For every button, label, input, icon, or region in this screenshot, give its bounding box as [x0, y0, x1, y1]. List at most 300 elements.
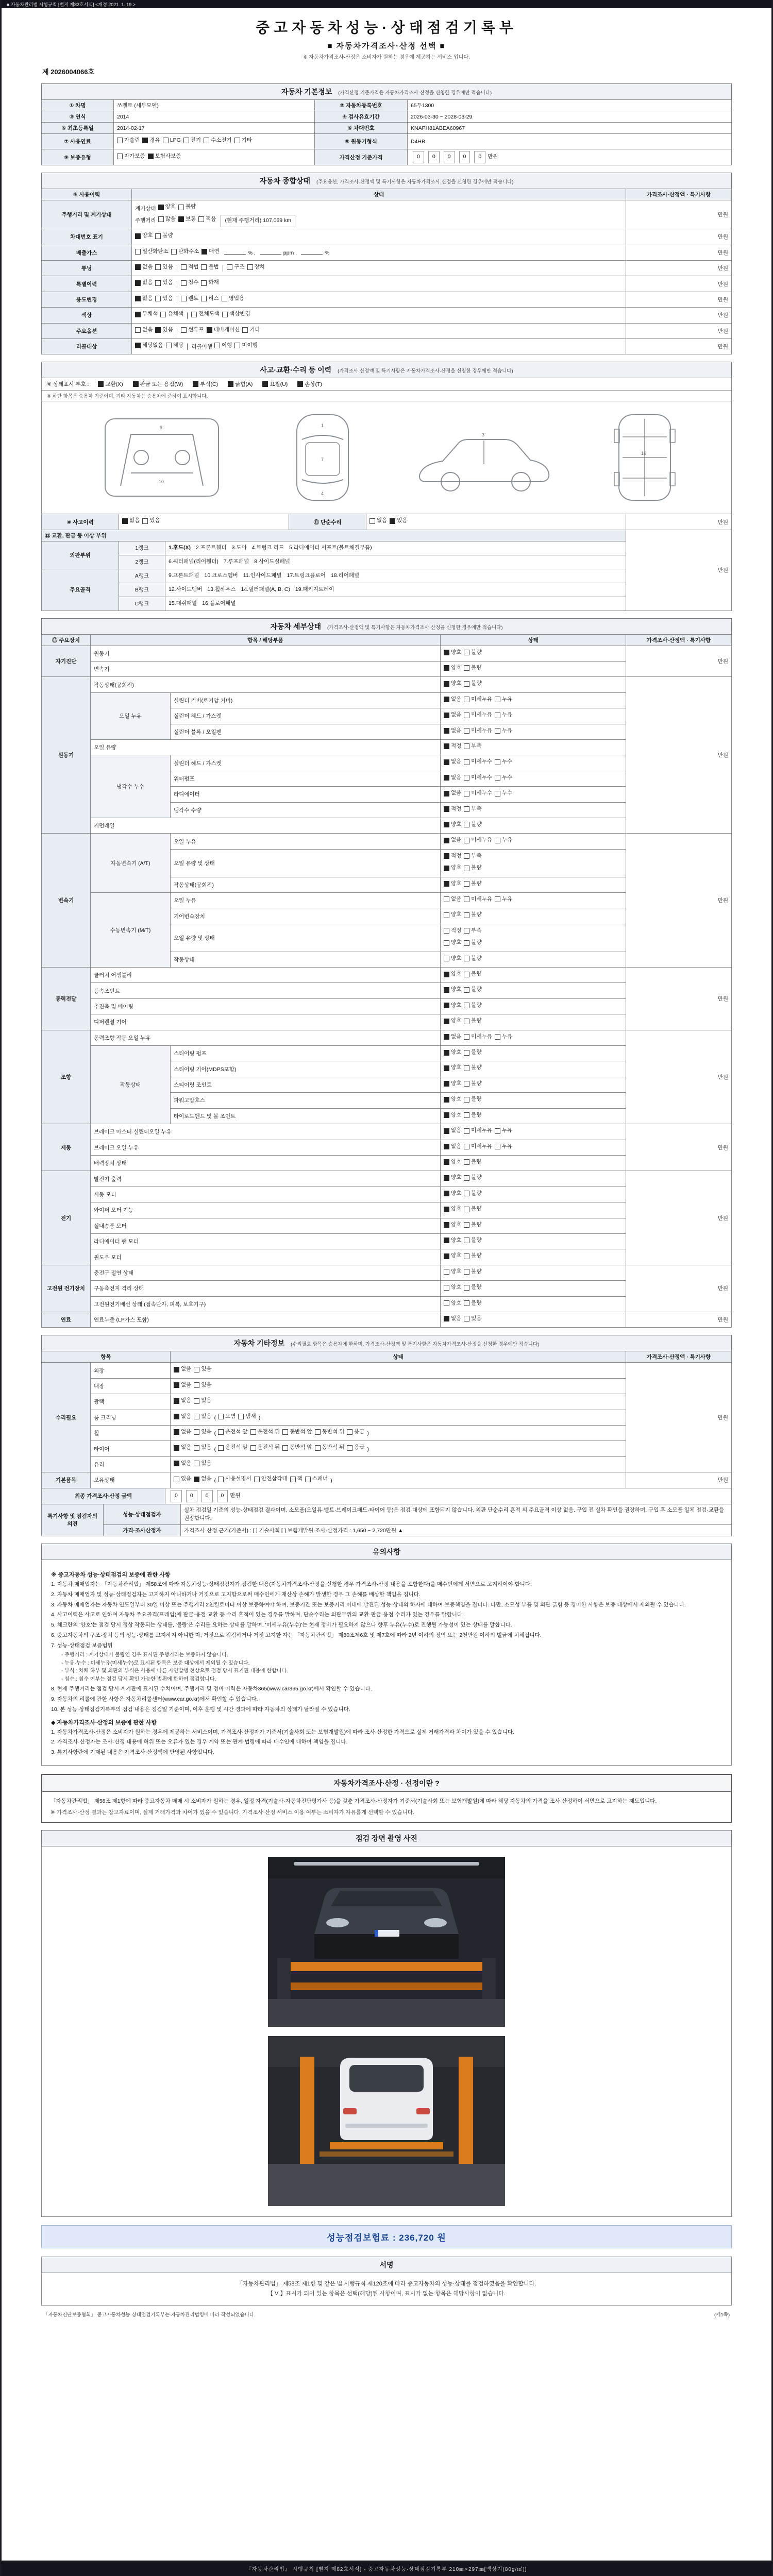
checkbox-양호[interactable] — [444, 1063, 461, 1073]
checkbox-잭[interactable] — [290, 1474, 303, 1484]
checkbox-box-icon — [181, 296, 187, 301]
checkbox-미세누유[interactable] — [464, 835, 492, 845]
blank-write-in-field[interactable] — [260, 248, 281, 255]
checkbox-양호[interactable] — [444, 1047, 461, 1058]
checkbox-부족[interactable] — [464, 926, 481, 936]
checkbox-없음[interactable] — [444, 757, 461, 767]
checkbox-미세누수[interactable] — [464, 757, 492, 767]
checkbox-색상변경[interactable] — [222, 309, 250, 319]
checkbox-불량[interactable] — [464, 1189, 481, 1199]
checkbox-손상(T)[interactable] — [297, 380, 322, 388]
group-header: 원동기 — [42, 677, 91, 834]
checkbox-적정[interactable] — [444, 741, 461, 752]
field-value-base-price — [408, 149, 732, 165]
checkbox-box-icon — [464, 838, 469, 843]
checkbox-미세누유[interactable] — [464, 726, 492, 736]
checkbox-불량[interactable] — [464, 1047, 481, 1058]
checkbox-안전삼각대[interactable] — [254, 1474, 288, 1484]
checkbox-미세누유[interactable] — [464, 1032, 492, 1042]
checkbox-누유[interactable] — [495, 710, 512, 720]
checkbox-없음[interactable] — [444, 1142, 461, 1152]
checkbox-label: 양호 — [451, 649, 462, 655]
state-cell — [441, 1218, 626, 1233]
checkbox-label: 동반석 뒤 — [322, 1429, 345, 1435]
checkbox-box-icon — [234, 343, 240, 348]
checkbox-불량[interactable] — [464, 1001, 481, 1011]
checkbox-없음[interactable] — [194, 1474, 211, 1484]
item-label: 스티어링 기어(MDPS포함) — [171, 1061, 441, 1077]
checkbox-양호[interactable] — [135, 231, 153, 241]
checkbox-box-icon — [464, 853, 469, 859]
checkbox-매연[interactable] — [201, 247, 219, 257]
checkbox-box-icon — [495, 728, 500, 734]
checkbox-교환(X)[interactable] — [98, 380, 123, 388]
checkbox-없음[interactable] — [135, 294, 153, 304]
checkbox-운전석 앞[interactable] — [218, 1427, 248, 1437]
checkbox-양호[interactable] — [444, 1220, 461, 1230]
checkbox-있음[interactable] — [155, 262, 173, 273]
checkbox-label: 부족 — [471, 852, 482, 859]
checkbox-label: 양호 — [451, 1158, 462, 1165]
checkbox-미이행[interactable] — [234, 341, 257, 351]
checkbox-불량[interactable] — [464, 679, 481, 689]
checkbox-불량[interactable] — [464, 954, 481, 964]
checkbox-label: 미이행 — [242, 342, 258, 348]
checkbox-미세누유[interactable] — [464, 1126, 492, 1136]
checkbox-없음[interactable] — [174, 1427, 191, 1437]
checkbox-무채색[interactable] — [135, 309, 158, 319]
checkbox-box-icon — [444, 928, 449, 934]
checkbox-label: 불량 — [185, 204, 196, 210]
checkbox-있음[interactable] — [194, 1443, 211, 1453]
checkbox-불량[interactable] — [155, 231, 173, 241]
blank-write-in-field[interactable] — [224, 248, 246, 255]
checkbox-label: 불량 — [471, 1064, 482, 1071]
checkbox-양호[interactable] — [444, 1016, 461, 1026]
checkbox-네비게이션[interactable] — [207, 325, 240, 335]
checkbox-양호[interactable] — [444, 969, 461, 979]
checkbox-요철(U)[interactable] — [262, 380, 288, 388]
checkbox-응급[interactable] — [347, 1443, 364, 1453]
section-note-detail: (가격조사·산정액 및 특기사항은 자동차가격조사·산정을 신청한 경우에만 적습니다) — [327, 624, 503, 631]
body-part-item: 19.패키지트레이 — [295, 586, 334, 592]
checkbox-box-icon — [444, 759, 449, 765]
checkbox-불량[interactable] — [464, 1298, 481, 1309]
checkbox-전체도색[interactable] — [191, 309, 220, 319]
checkbox-구조[interactable] — [227, 262, 244, 273]
checkbox-가솔린[interactable] — [117, 135, 140, 146]
checkbox-경유[interactable] — [142, 135, 160, 146]
checkbox-box-icon — [297, 381, 303, 387]
checkbox-양호[interactable] — [444, 879, 461, 889]
checkbox-box-icon — [234, 138, 240, 143]
checkbox-불량[interactable] — [464, 969, 481, 979]
item-label: 시동 모터 — [91, 1187, 441, 1202]
checkbox-없음[interactable] — [444, 894, 461, 905]
checkbox-운전석 뒤[interactable] — [250, 1427, 280, 1437]
inspector-opinion-table — [41, 1504, 732, 1537]
item-label: 보유상태 — [91, 1472, 171, 1488]
checkbox-누유[interactable] — [495, 726, 512, 736]
checkbox-적음[interactable] — [198, 214, 216, 225]
checkbox-운전석 뒤[interactable] — [250, 1443, 280, 1453]
checkbox-label: 누유 — [501, 1033, 513, 1040]
checkbox-label: 무채색 — [142, 311, 158, 317]
price-cell: 만원 — [626, 646, 732, 677]
checkbox-양호[interactable] — [444, 1282, 461, 1293]
checkbox-장치[interactable] — [247, 262, 265, 273]
checkbox-침수[interactable] — [181, 278, 198, 288]
table-row — [42, 200, 732, 229]
checkbox-양호[interactable] — [444, 1079, 461, 1089]
checkbox-양호[interactable] — [444, 1173, 461, 1183]
checkbox-불량[interactable] — [464, 1282, 481, 1293]
checkbox-전기[interactable] — [183, 135, 201, 146]
field-value-warranty — [114, 149, 315, 165]
checkbox-box-icon — [178, 205, 184, 210]
category-header: 작동상태 — [91, 1046, 171, 1124]
checkbox-없음[interactable] — [444, 773, 461, 783]
detail-condition-section — [41, 618, 732, 1328]
checkbox-있음[interactable] — [174, 1474, 191, 1484]
checkbox-label: 불량 — [471, 1018, 482, 1024]
checkbox-양호[interactable] — [158, 202, 176, 212]
checkbox-미세누수[interactable] — [464, 773, 492, 783]
checkbox-동반석 뒤[interactable] — [315, 1443, 345, 1453]
checkbox-양호[interactable] — [444, 820, 461, 830]
item-label: 구동축전지 격리 상태 — [91, 1281, 441, 1296]
price-cell: 만원 — [626, 292, 732, 307]
final-price-value — [165, 1488, 732, 1504]
checkbox-label: 누수 — [501, 790, 513, 796]
table-row — [42, 968, 732, 983]
checkbox-오염[interactable] — [218, 1412, 236, 1422]
item-label: 변속기 — [91, 661, 441, 676]
body-part-item: 14.필러패널(A, B, C) — [241, 586, 290, 592]
checkbox-box-icon — [155, 296, 161, 301]
checkbox-불량[interactable] — [464, 648, 481, 658]
blank-write-in-field[interactable] — [301, 248, 323, 255]
checkbox-불량[interactable] — [464, 1267, 481, 1277]
checkbox-부족[interactable] — [464, 804, 481, 815]
checkbox-box-icon — [158, 216, 164, 222]
checkbox-box-icon — [135, 327, 141, 333]
checkbox-사용설명서[interactable] — [218, 1474, 251, 1484]
checkbox-적법[interactable] — [181, 262, 198, 273]
checkbox-누유[interactable] — [495, 694, 512, 705]
checkbox-누수[interactable] — [495, 788, 512, 799]
checkbox-양호[interactable] — [444, 1189, 461, 1199]
checkbox-스패너[interactable] — [305, 1474, 328, 1484]
checkbox-양호[interactable] — [444, 863, 461, 873]
checkbox-label: 양호 — [451, 865, 462, 871]
checkbox-응급[interactable] — [347, 1427, 364, 1437]
checkbox-label: 불량 — [471, 1221, 482, 1228]
inline-label: │ — [175, 265, 179, 272]
checkbox-없음[interactable] — [174, 1396, 191, 1406]
checkbox-label: 없음 — [451, 774, 462, 781]
checkbox-동반석 앞[interactable] — [282, 1427, 312, 1437]
checkbox-label: 적법 — [188, 263, 199, 270]
checkbox-label: 누유 — [501, 837, 513, 843]
checkbox-누유[interactable] — [495, 1032, 512, 1042]
checkbox-없음[interactable] — [174, 1443, 191, 1453]
checkbox-양호[interactable] — [444, 679, 461, 689]
inline-label: 리콜이행 — [191, 344, 213, 350]
checkbox-부족[interactable] — [464, 741, 481, 752]
checkbox-양호[interactable] — [444, 663, 461, 673]
checkbox-있음[interactable] — [155, 294, 173, 304]
checkbox-없음[interactable] — [369, 516, 387, 526]
table-row — [42, 1363, 732, 1378]
state-cell — [441, 755, 626, 771]
checkbox-있음[interactable] — [464, 1314, 481, 1324]
checkbox-미세누수[interactable] — [464, 788, 492, 799]
checkbox-없음[interactable] — [444, 835, 461, 845]
checkbox-label: 응급 — [354, 1444, 365, 1451]
checkbox-보통[interactable] — [178, 214, 196, 225]
table-row — [42, 834, 732, 849]
checkbox-불량[interactable] — [464, 1110, 481, 1121]
checkbox-없음[interactable] — [135, 262, 153, 273]
checkbox-있음[interactable] — [390, 516, 407, 526]
checkbox-불량[interactable] — [464, 663, 481, 673]
checkbox-양호[interactable] — [444, 648, 461, 658]
checkbox-없음[interactable] — [444, 1032, 461, 1042]
checkbox-없음[interactable] — [174, 1459, 191, 1469]
checkbox-미세누유[interactable] — [464, 710, 492, 720]
checkbox-있음[interactable] — [155, 325, 173, 335]
checkbox-불량[interactable] — [464, 985, 481, 995]
notice-item: 5. 체크란의 '양호'는 점검 당시 정상 작동되는 상태를, '불량'은 수리를 요하는 상태를 말하며, '미세누유(누수)'는 현재 정비가 필요하지 않으나 향후 누유(누수)로 진행될 가능성이 있는 상태를 말합니다. — [51, 1622, 512, 1629]
checkbox-적정[interactable] — [444, 926, 461, 936]
checkbox-자가보증[interactable] — [117, 151, 145, 162]
checkbox-불량[interactable] — [464, 1235, 481, 1246]
checkbox-box-icon — [444, 956, 449, 961]
notice-item: 9. 자동차의 리콜에 관한 사항은 자동차리콜센터(www.car.go.kr)에서 확인할 수 있습니다. — [51, 1696, 258, 1703]
checkbox-탄화수소[interactable] — [171, 247, 199, 257]
checkbox-없음[interactable] — [444, 788, 461, 799]
checkbox-양호[interactable] — [444, 1267, 461, 1277]
checkbox-긁힘(A)[interactable] — [228, 380, 253, 388]
checkbox-있음[interactable] — [155, 278, 173, 288]
state-cell — [441, 1124, 626, 1140]
inline-label: ) — [367, 1430, 369, 1437]
checkbox-label: 없음 — [377, 517, 388, 524]
checkbox-양호[interactable] — [444, 1298, 461, 1309]
checkbox-box-icon — [464, 972, 469, 977]
checkbox-양호[interactable] — [444, 954, 461, 964]
checkbox-box-icon — [444, 743, 449, 749]
checkbox-없음[interactable] — [444, 1314, 461, 1324]
checkbox-불량[interactable] — [464, 1094, 481, 1105]
checkbox-기타[interactable] — [234, 135, 252, 146]
checkbox-양호[interactable] — [444, 1094, 461, 1105]
checkbox-유채색[interactable] — [160, 309, 183, 319]
rankC-parts — [165, 597, 626, 611]
checkbox-불량[interactable] — [178, 202, 196, 212]
checkbox-있음[interactable] — [194, 1396, 211, 1406]
checkbox-리스[interactable] — [201, 294, 219, 304]
checkbox-box-icon — [181, 327, 187, 333]
checkbox-양호[interactable] — [444, 1110, 461, 1121]
field-value-fuel — [114, 134, 315, 149]
checkbox-양호[interactable] — [444, 1157, 461, 1167]
checkbox-불량[interactable] — [464, 1016, 481, 1026]
checkbox-box-icon — [464, 881, 469, 887]
checkbox-부식(C)[interactable] — [193, 380, 218, 388]
checkbox-많음[interactable] — [158, 214, 176, 225]
checkbox-불량[interactable] — [464, 1063, 481, 1073]
checkbox-부족[interactable] — [464, 851, 481, 861]
checkbox-미세누유[interactable] — [464, 694, 492, 705]
checkbox-label: 요철(U) — [270, 381, 288, 388]
checkbox-box-icon — [218, 1445, 224, 1451]
checkbox-수소전기[interactable] — [204, 135, 232, 146]
checkbox-있음[interactable] — [194, 1459, 211, 1469]
inline-label: % , — [247, 250, 256, 257]
checkbox-box-icon — [444, 1065, 449, 1071]
checkbox-누유[interactable] — [495, 894, 512, 905]
checkbox-미세누유[interactable] — [464, 1142, 492, 1152]
checkbox-없음[interactable] — [444, 1126, 461, 1136]
checkbox-보험사보증[interactable] — [148, 151, 181, 162]
checkbox-냄새[interactable] — [238, 1412, 256, 1422]
checkbox-없음[interactable] — [135, 278, 153, 288]
notice-item: 1. 자동차가격조사·산정은 소비자가 원하는 경우에 제공하는 서비스이며, 가격조사·산정자가 기준서(기술사회 또는 보험개발원)에 따라 조사·산정한 가격으로 실제 거래가격과 차이가 있을 수 있습니다. — [51, 1728, 514, 1735]
checkbox-기타[interactable] — [242, 325, 260, 335]
checkbox-없음[interactable] — [444, 710, 461, 720]
group-header: 동력전달 — [42, 968, 91, 1030]
checkbox-불량[interactable] — [464, 1220, 481, 1230]
checkbox-양호[interactable] — [444, 938, 461, 948]
checkbox-label: 적정 — [451, 927, 462, 934]
item-label: 배력장치 상태 — [91, 1155, 441, 1171]
checkbox-해당없음[interactable] — [135, 341, 163, 351]
checkbox-이행[interactable] — [214, 341, 232, 351]
item-label: 작동상태 — [171, 952, 441, 967]
value-box: 0 — [186, 1490, 197, 1502]
row-label: 주행거리 및 계기상태 — [42, 200, 132, 229]
checkbox-불량[interactable] — [464, 820, 481, 830]
checkbox-없음[interactable] — [174, 1380, 191, 1391]
checkbox-불량[interactable] — [464, 863, 481, 873]
checkbox-없음[interactable] — [444, 694, 461, 705]
main-frame-label: 주요골격 — [42, 569, 119, 611]
checkbox-box-icon — [135, 312, 141, 317]
checkbox-불량[interactable] — [464, 1204, 481, 1214]
checkbox-있음[interactable] — [142, 516, 160, 526]
checkbox-불량[interactable] — [464, 910, 481, 920]
item-label: 파워고압호스 — [171, 1093, 441, 1108]
checkbox-썬루프[interactable] — [181, 325, 204, 335]
detail-condition-table — [41, 634, 732, 1328]
category-header: 냉각수 누수 — [91, 755, 171, 818]
checkbox-누수[interactable] — [495, 773, 512, 783]
checkbox-영업용[interactable] — [222, 294, 244, 304]
checkbox-판금 또는 용접(W)[interactable] — [133, 380, 183, 388]
checkbox-양호[interactable] — [444, 1235, 461, 1246]
checkbox-없음[interactable] — [135, 325, 153, 335]
column-header: 가격조사·산정액 · 특기사항 — [626, 634, 732, 646]
checkbox-불량[interactable] — [464, 1251, 481, 1261]
checkbox-label: 양호 — [451, 1236, 462, 1243]
checkbox-label: 불량 — [471, 880, 482, 887]
checkbox-있음[interactable] — [194, 1412, 211, 1422]
checkbox-동반석 앞[interactable] — [282, 1443, 312, 1453]
checkbox-label: 양호 — [451, 1174, 462, 1181]
checkbox-양호[interactable] — [444, 1001, 461, 1011]
checkbox-불법[interactable] — [201, 262, 219, 273]
checkbox-불량[interactable] — [464, 1173, 481, 1183]
checkbox-box-icon — [444, 940, 449, 946]
checkbox-화재[interactable] — [201, 278, 219, 288]
car-top-view-diagram — [279, 409, 366, 506]
checkbox-누수[interactable] — [495, 757, 512, 767]
checkbox-누유[interactable] — [495, 1142, 512, 1152]
item-label: 실린더 헤드 / 가스켓 — [171, 708, 441, 724]
checkbox-불량[interactable] — [464, 1157, 481, 1167]
checkbox-box-icon — [464, 940, 469, 946]
checkbox-동반석 뒤[interactable] — [315, 1427, 345, 1437]
item-label: 실린더 블록 / 오일팬 — [171, 724, 441, 739]
state-cell — [171, 1394, 626, 1410]
price-cell: 만원 — [626, 229, 732, 245]
checkbox-누유[interactable] — [495, 1126, 512, 1136]
checkbox-불량[interactable] — [464, 1079, 481, 1089]
rank2-parts — [165, 555, 626, 569]
checkbox-있음[interactable] — [194, 1380, 211, 1391]
checkbox-box-icon — [194, 1429, 199, 1435]
checkbox-불량[interactable] — [464, 938, 481, 948]
checkbox-있음[interactable] — [194, 1364, 211, 1375]
checkbox-label: 없음 — [181, 1381, 192, 1388]
checkbox-없음[interactable] — [122, 516, 140, 526]
checkbox-없음[interactable] — [174, 1364, 191, 1375]
checkbox-있음[interactable] — [194, 1427, 211, 1437]
checkbox-누유[interactable] — [495, 835, 512, 845]
column-header: ⑬ 주요장치 — [42, 634, 91, 646]
checkbox-적정[interactable] — [444, 804, 461, 815]
item-label: 외장 — [91, 1363, 171, 1378]
checkbox-미세누유[interactable] — [464, 894, 492, 905]
state-cell — [441, 1014, 626, 1030]
checkbox-없음[interactable] — [444, 726, 461, 736]
section-title-notice: 유의사항 — [372, 1548, 401, 1556]
checkbox-label: LPG — [170, 137, 181, 143]
item-label: 스티어링 조인트 — [171, 1077, 441, 1092]
checkbox-해당[interactable] — [166, 341, 183, 351]
checkbox-렌트[interactable] — [181, 294, 198, 304]
field-label-base-price: 가격산정 기준가격 — [315, 149, 408, 165]
row-label: 특별이력 — [42, 276, 132, 292]
checkbox-일산화탄소[interactable] — [135, 247, 169, 257]
checkbox-양호[interactable] — [444, 910, 461, 920]
checkbox-불량[interactable] — [464, 879, 481, 889]
checkbox-label: 부식(C) — [200, 381, 219, 388]
checkbox-운전석 앞[interactable] — [218, 1443, 248, 1453]
checkbox-label: 불량 — [471, 986, 482, 993]
body-part-item: 4.트렁크 리드 — [251, 544, 284, 551]
checkbox-양호[interactable] — [444, 1251, 461, 1261]
checkbox-적정[interactable] — [444, 851, 461, 861]
group-header: 변속기 — [42, 834, 91, 968]
checkbox-없음[interactable] — [174, 1412, 191, 1422]
checkbox-양호[interactable] — [444, 1204, 461, 1214]
checkbox-LPG[interactable] — [163, 135, 181, 146]
table-row — [42, 1030, 732, 1045]
checkbox-양호[interactable] — [444, 985, 461, 995]
